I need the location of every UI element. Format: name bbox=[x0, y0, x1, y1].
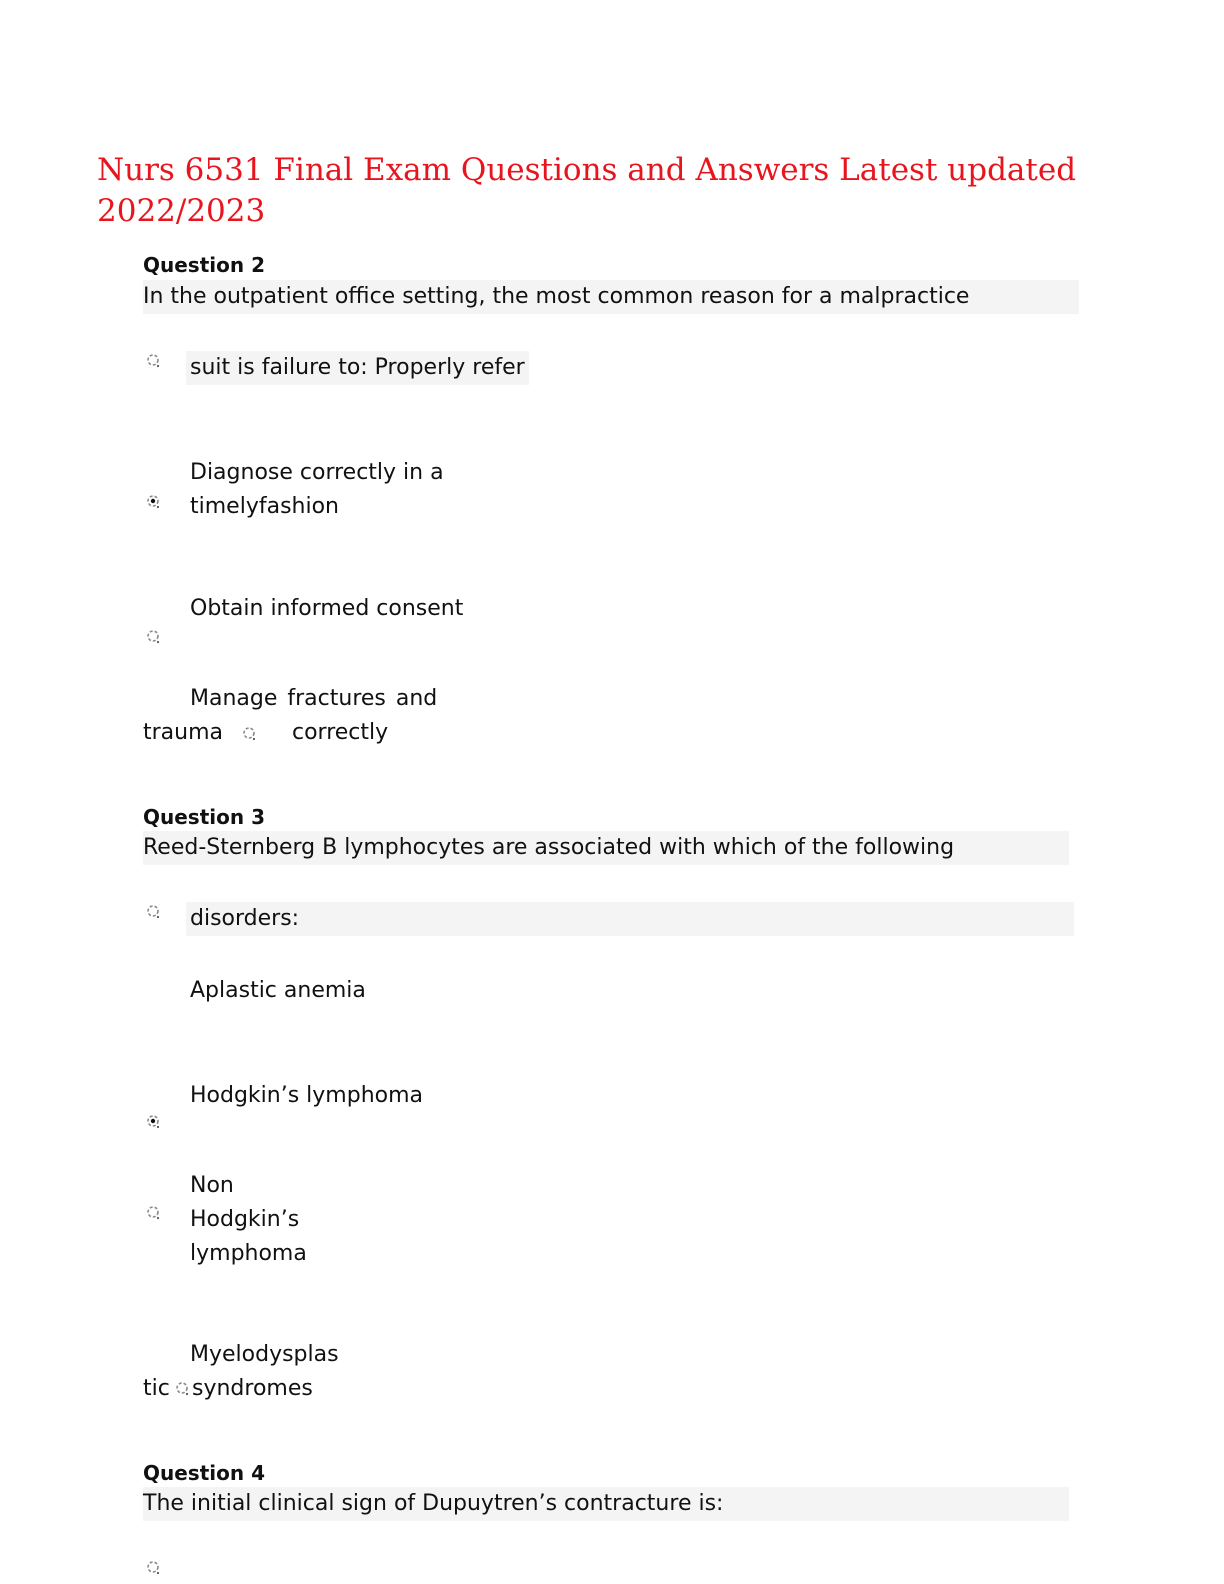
radio-unselected-icon[interactable] bbox=[146, 1560, 162, 1576]
option-text: timelyfashion bbox=[190, 494, 339, 519]
radio-selected-icon[interactable] bbox=[146, 494, 162, 510]
option-text: Manage fractures and bbox=[190, 686, 438, 711]
option-text: correctly bbox=[292, 720, 389, 745]
question-2-label: Question 2 bbox=[143, 253, 265, 277]
option-text: Myelodysplas bbox=[190, 1342, 339, 1367]
option-text: Hodgkin’s bbox=[190, 1207, 300, 1232]
option-text: Non bbox=[190, 1173, 234, 1198]
option-text: Hodgkin’s lymphoma bbox=[190, 1083, 424, 1108]
title-line-2: 2022/2023 bbox=[97, 193, 266, 229]
option-prefix-text: tic bbox=[143, 1376, 170, 1401]
radio-unselected-icon[interactable] bbox=[146, 353, 162, 369]
radio-unselected-icon[interactable] bbox=[146, 1205, 162, 1221]
question-4-label: Question 4 bbox=[143, 1461, 265, 1485]
option-text: disorders: bbox=[186, 902, 1074, 936]
radio-unselected-icon[interactable] bbox=[146, 904, 162, 920]
radio-selected-icon[interactable] bbox=[146, 1114, 162, 1130]
option-text: suit is failure to: Properly refer bbox=[186, 351, 529, 385]
question-3-label: Question 3 bbox=[143, 805, 265, 829]
radio-unselected-icon[interactable] bbox=[146, 629, 162, 645]
page-title bbox=[97, 150, 1097, 232]
option-text: Aplastic anemia bbox=[190, 978, 366, 1003]
title-line-1: Nurs 6531 Final Exam Questions and Answers Latest updated bbox=[97, 152, 1077, 188]
radio-unselected-icon[interactable] bbox=[242, 726, 258, 742]
option-text: Diagnose correctly in a bbox=[190, 460, 444, 485]
question-3-stem: Reed-Sternberg B lymphocytes are associated with which of the following bbox=[143, 831, 1069, 865]
question-2-stem: In the outpatient office setting, the most common reason for a malpractice bbox=[143, 280, 1079, 314]
option-prefix-text: trauma bbox=[143, 720, 224, 745]
question-4-stem: The initial clinical sign of Dupuytren’s contracture is: bbox=[143, 1487, 1069, 1521]
option-text: syndromes bbox=[192, 1376, 313, 1401]
option-text: Obtain informed consent bbox=[190, 596, 464, 621]
option-text: lymphoma bbox=[190, 1241, 307, 1266]
radio-unselected-icon[interactable] bbox=[175, 1381, 191, 1397]
